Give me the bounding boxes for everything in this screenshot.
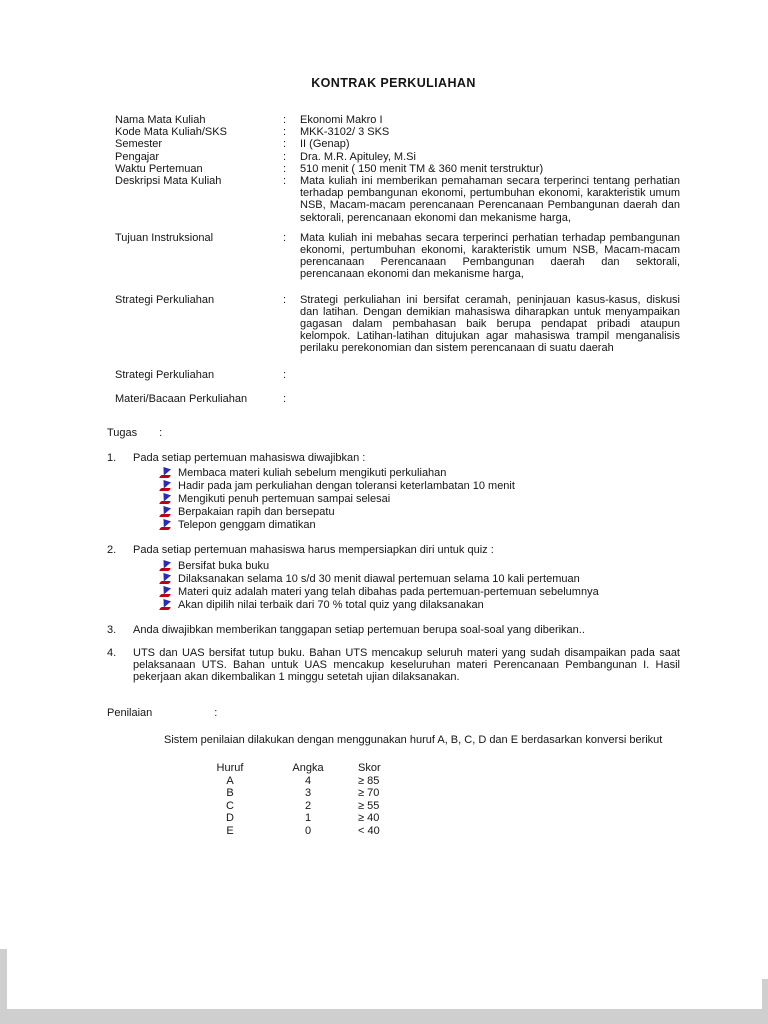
grade-skor: < 40 [358, 825, 380, 838]
grade-row [202, 775, 680, 788]
info-colon: : [283, 293, 287, 306]
info-row [115, 294, 680, 355]
info-label: Nama Mata Kuliah [115, 114, 206, 126]
grade-huruf: E [226, 825, 234, 838]
numbered-item [107, 544, 680, 612]
info-row [115, 232, 680, 281]
page-edge-bottom [0, 1009, 768, 1024]
info-label: Pengajar [115, 150, 160, 163]
penilaian-heading-label: Penilaian [107, 707, 153, 720]
list-item [160, 493, 680, 506]
grade-huruf: D [226, 812, 234, 825]
page-content [107, 76, 680, 838]
tugas-heading [107, 427, 680, 439]
tugas-heading-label: Tugas [107, 427, 138, 440]
grade-skor: ≥ 55 [358, 799, 380, 812]
info-label: Waktu Pertemuan [115, 162, 203, 175]
list-item [160, 480, 680, 493]
grade-huruf: B [226, 787, 234, 800]
list-item [160, 586, 680, 599]
item-number: 3. [107, 623, 117, 636]
grade-header-huruf: Huruf [216, 762, 244, 775]
penilaian-heading [107, 707, 680, 719]
grade-huruf: A [226, 774, 234, 787]
info-value: MKK-3102/ 3 SKS [300, 126, 390, 139]
info-label: Kode Mata Kuliah/SKS [115, 126, 227, 139]
bullet-list [160, 560, 680, 612]
bullet-text: Hadir pada jam perkuliahan dengan toleransi keterlambatan 10 menit [178, 480, 515, 493]
info-value: Mata kuliah ini mebahas secara terperinci perhatian terhadap pembangunan ekonomi, pertumbuhan ekonomi, karakteristik umum NSB, Macam-macam perencanaan Perencanaan Pembangunan daerah dan sektorali, perencanaan ekonomi dan mekanisme harga, [300, 231, 680, 281]
numbered-item [107, 624, 680, 636]
grade-header-angka: Angka [292, 762, 324, 775]
info-value: II (Genap) [300, 138, 350, 151]
grade-header-skor: Skor [358, 762, 381, 775]
info-row [115, 151, 680, 163]
info-colon: : [283, 138, 287, 151]
grade-table [202, 762, 680, 838]
info-value: Strategi perkuliahan ini bersifat ceramah, peninjauan kasus-kasus, diskusi dan latihan. Dengan demikian mahasiswa diharapkan untuk menyampaikan gagasan dalam pembahasan baik berupa pendapat pribadi ataupun kelompok. Latihan-latihan ditujukan agar mahasiswa trampil menganalisis perilaku perekonomian dan sistem perencanaan di suatu daerah [300, 293, 680, 355]
numbered-item [107, 452, 680, 533]
info-row [115, 393, 680, 405]
flag-bullet-icon [160, 508, 171, 517]
grade-angka: 0 [304, 825, 312, 838]
info-row [115, 138, 680, 150]
grade-angka: 4 [304, 774, 312, 787]
bullet-text: Akan dipilih nilai terbaik dari 70 % total quiz yang dilaksanakan [178, 598, 484, 611]
info-value [300, 369, 680, 381]
list-item [160, 573, 680, 586]
info-value: Dra. M.R. Apituley, M.Si [300, 150, 416, 163]
info-label: Strategi Perkuliahan [115, 368, 215, 381]
info-label: Deskripsi Mata Kuliah [115, 175, 222, 188]
info-colon: : [283, 114, 287, 126]
course-info [107, 114, 680, 405]
flag-bullet-icon [160, 469, 171, 478]
info-row [115, 163, 680, 175]
list-item [160, 560, 680, 573]
info-value: Ekonomi Makro I [300, 114, 383, 126]
grade-angka: 1 [304, 812, 312, 825]
info-value [300, 393, 680, 405]
penilaian-section [107, 707, 680, 837]
grade-angka: 2 [304, 799, 312, 812]
flag-bullet-icon [160, 601, 171, 610]
list-item [160, 506, 680, 519]
bullet-text: Dilaksanakan selama 10 s/d 30 menit diawal pertemuan selama 10 kali pertemuan [178, 572, 580, 585]
item-number: 2. [107, 544, 117, 557]
page-title: KONTRAK PERKULIAHAN [311, 76, 476, 90]
flag-bullet-icon [160, 588, 171, 597]
info-row [115, 369, 680, 381]
grade-skor: ≥ 85 [358, 774, 380, 787]
info-row [115, 175, 680, 224]
grade-angka: 3 [304, 787, 312, 800]
grade-skor: ≥ 40 [358, 812, 380, 825]
item-text: UTS dan UAS bersifat tutup buku. Bahan UTS mencakup seluruh materi yang sudah disampaikan pada saat pelaksanaan UTS. Bahan untuk UAS mencakup keseluruhan materi Perencanaan Pembangunan I. Hasil pekerjaan akan dikembalikan 1 minggu setetah ujian dilaksanakan. [133, 646, 680, 684]
info-row [115, 114, 680, 126]
info-label: Strategi Perkuliahan [115, 293, 215, 306]
tugas-heading-colon: : [159, 427, 163, 440]
info-colon: : [283, 150, 287, 163]
item-text: Pada setiap pertemuan mahasiswa harus mempersiapkan diri untuk quiz : [133, 544, 494, 557]
info-value: 510 menit ( 150 menit TM & 360 menit terstruktur) [300, 162, 544, 175]
info-label: Tujuan Instruksional [115, 231, 214, 244]
info-row [115, 126, 680, 138]
bullet-text: Membaca materi kuliah sebelum mengikuti perkuliahan [178, 467, 447, 480]
info-colon: : [283, 126, 287, 139]
list-item [160, 519, 680, 532]
numbered-item [107, 647, 680, 684]
bullet-list [160, 467, 680, 532]
grade-row [202, 825, 680, 838]
flag-bullet-icon [160, 575, 171, 584]
bullet-text: Mengikuti penuh pertemuan sampai selesai [178, 493, 391, 506]
flag-bullet-icon [160, 495, 171, 504]
flag-bullet-icon [160, 521, 171, 530]
info-colon: : [283, 392, 287, 405]
item-text: Pada setiap pertemuan mahasiswa diwajibkan : [133, 452, 366, 465]
bullet-text: Bersifat buka buku [178, 559, 270, 572]
list-item [160, 467, 680, 480]
info-colon: : [283, 162, 287, 175]
penilaian-intro: Sistem penilaian dilakukan dengan menggunakan huruf A, B, C, D dan E berdasarkan konversi berikut [164, 733, 663, 746]
item-text: Anda diwajibkan memberikan tanggapan setiap pertemuan berupa soal-soal yang diberikan.. [133, 623, 585, 636]
flag-bullet-icon [160, 482, 171, 491]
penilaian-heading-colon: : [214, 707, 218, 720]
info-colon: : [283, 368, 287, 381]
info-label: Semester [115, 138, 163, 151]
info-colon: : [283, 175, 287, 188]
tugas-section [107, 427, 680, 683]
flag-bullet-icon [160, 562, 171, 571]
grade-row [202, 812, 680, 825]
bullet-text: Telepon genggam dimatikan [178, 519, 316, 532]
grade-skor: ≥ 70 [358, 787, 380, 800]
info-colon: : [283, 231, 287, 244]
grade-header-row [202, 762, 680, 775]
bullet-text: Materi quiz adalah materi yang telah dibahas pada pertemuan-pertemuan sebelumnya [178, 585, 599, 598]
grade-row [202, 800, 680, 813]
list-item [160, 599, 680, 612]
bullet-text: Berpakaian rapih dan bersepatu [178, 506, 335, 519]
item-number: 1. [107, 452, 117, 465]
info-label: Materi/Bacaan Perkuliahan [115, 392, 248, 405]
item-number: 4. [107, 646, 117, 659]
grade-huruf: C [226, 799, 234, 812]
grade-row [202, 787, 680, 800]
info-value: Mata kuliah ini memberikan pemahaman secara terperinci tentang perhatian terhadap pembangunan ekonomi, pertumbuhan ekonomi, karakteristik umum NSB, Macam-macam perencanaan Perencanaan Pembangunan daerah dan sektorali, perencanaan ekonomi dan mekanisme harga, [300, 175, 680, 224]
